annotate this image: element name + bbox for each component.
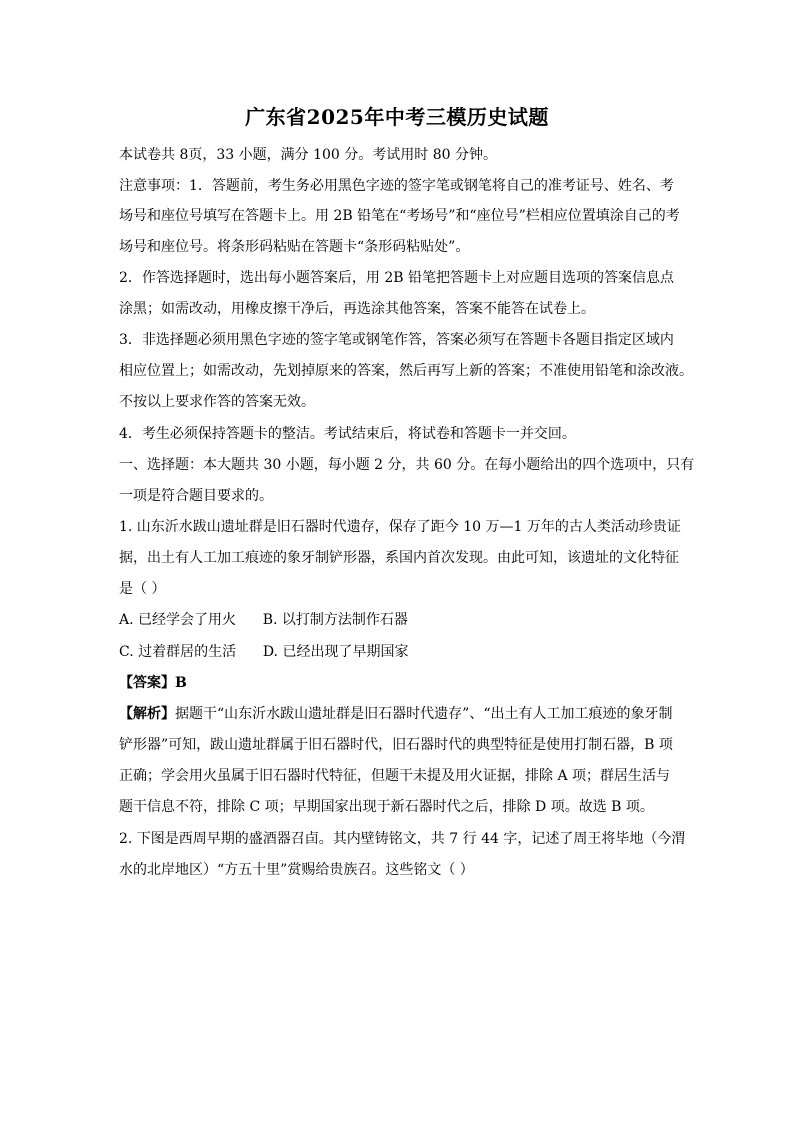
analysis-label: 【解析】 [119, 706, 175, 722]
document-title: 广东省2025年中考三模历史试题 [245, 105, 549, 129]
section-1-heading-line-2: 一项是符合题目要求的。 [119, 488, 273, 504]
question-1-options-row-2: C. 过着群居的生活 D. 已经出现了早期国家 [119, 644, 409, 660]
question-1-analysis-line-3: 正确；学会用火虽属于旧石器时代特征，但题干未提及用火证据，排除 A 项；群居生活与 [119, 768, 671, 784]
note-1-line-3: 场号和座位号。将条形码粘贴在答题卡“条形码粘贴处”。 [119, 239, 470, 255]
question-1-line-2: 据，出土有人工加工痕迹的象牙制铲形器，系国内首次发现。由此可知，该遗址的文化特征 [119, 550, 679, 566]
note-4-line-1: 4．考生必须保持答题卡的整洁。考试结束后，将试卷和答题卡一并交回。 [119, 426, 576, 442]
question-1-line-3: 是（ ） [119, 581, 166, 597]
note-2-line-2: 涂黑；如需改动，用橡皮擦干净后，再选涂其他答案，答案不能答在试卷上。 [119, 301, 595, 317]
question-2-line-1: 2. 下图是西周早期的盛酒器召卣。其内壁铸铭文，共 7 行 44 字，记述了周王将毕地（今渭 [119, 831, 686, 847]
note-3-line-3: 不按以上要求作答的答案无效。 [119, 394, 315, 410]
analysis-text: 据题干“山东沂水跋山遗址群是旧石器时代遗存”、“出土有人工加工痕迹的象牙制 [175, 706, 673, 722]
section-1-heading-line-1: 一、选择题：本大题共 30 小题，每小题 2 分，共 60 分。在每小题给出的四个选项中，只有 [119, 457, 695, 473]
question-1-analysis-line-2: 铲形器”可知，跋山遗址群属于旧石器时代，旧石器时代的典型特征是使用打制石器，B 项 [119, 737, 673, 753]
note-1-line-2: 场号和座位号填写在答题卡上。用 2B 铅笔在“考场号”和“座位号”栏相应位置填涂自己的考 [119, 208, 680, 224]
question-1-answer: 【答案】B [119, 675, 187, 691]
question-2-line-2: 水的北岸地区）“方五十里”赏赐给贵族召。这些铭文（ ） [119, 862, 474, 878]
question-1-options-row-1: A. 已经学会了用火 B. 以打制方法制作石器 [119, 612, 408, 628]
question-1-analysis-line-4: 题干信息不符，排除 C 项；早期国家出现于新石器时代之后，排除 D 项。故选 B 项。 [119, 799, 654, 815]
note-3-line-1: 3．非选择题必须用黑色字迹的签字笔或钢笔作答，答案必须写在答题卡各题目指定区域内 [119, 332, 674, 348]
exam-intro: 本试卷共 8页，33 小题，满分 100 分。考试用时 80 分钟。 [119, 147, 497, 163]
note-2-line-1: 2．作答选择题时，选出每小题答案后，用 2B 铅笔把答题卡上对应题目选项的答案信息点 [119, 270, 675, 286]
question-1-analysis-line-1 [119, 704, 679, 724]
note-1-line-1: 注意事项：1．答题前，考生务必用黑色字迹的签字笔或钢笔将自己的准考证号、姓名、考 [119, 178, 674, 194]
question-1-line-1: 1. 山东沂水跋山遗址群是旧石器时代遗存，保存了距今 10 万—1 万年的古人类活动珍贵证 [119, 519, 681, 535]
note-3-line-2: 相应位置上；如需改动，先划掉原来的答案，然后再写上新的答案；不准使用铅笔和涂改液。 [119, 363, 693, 379]
